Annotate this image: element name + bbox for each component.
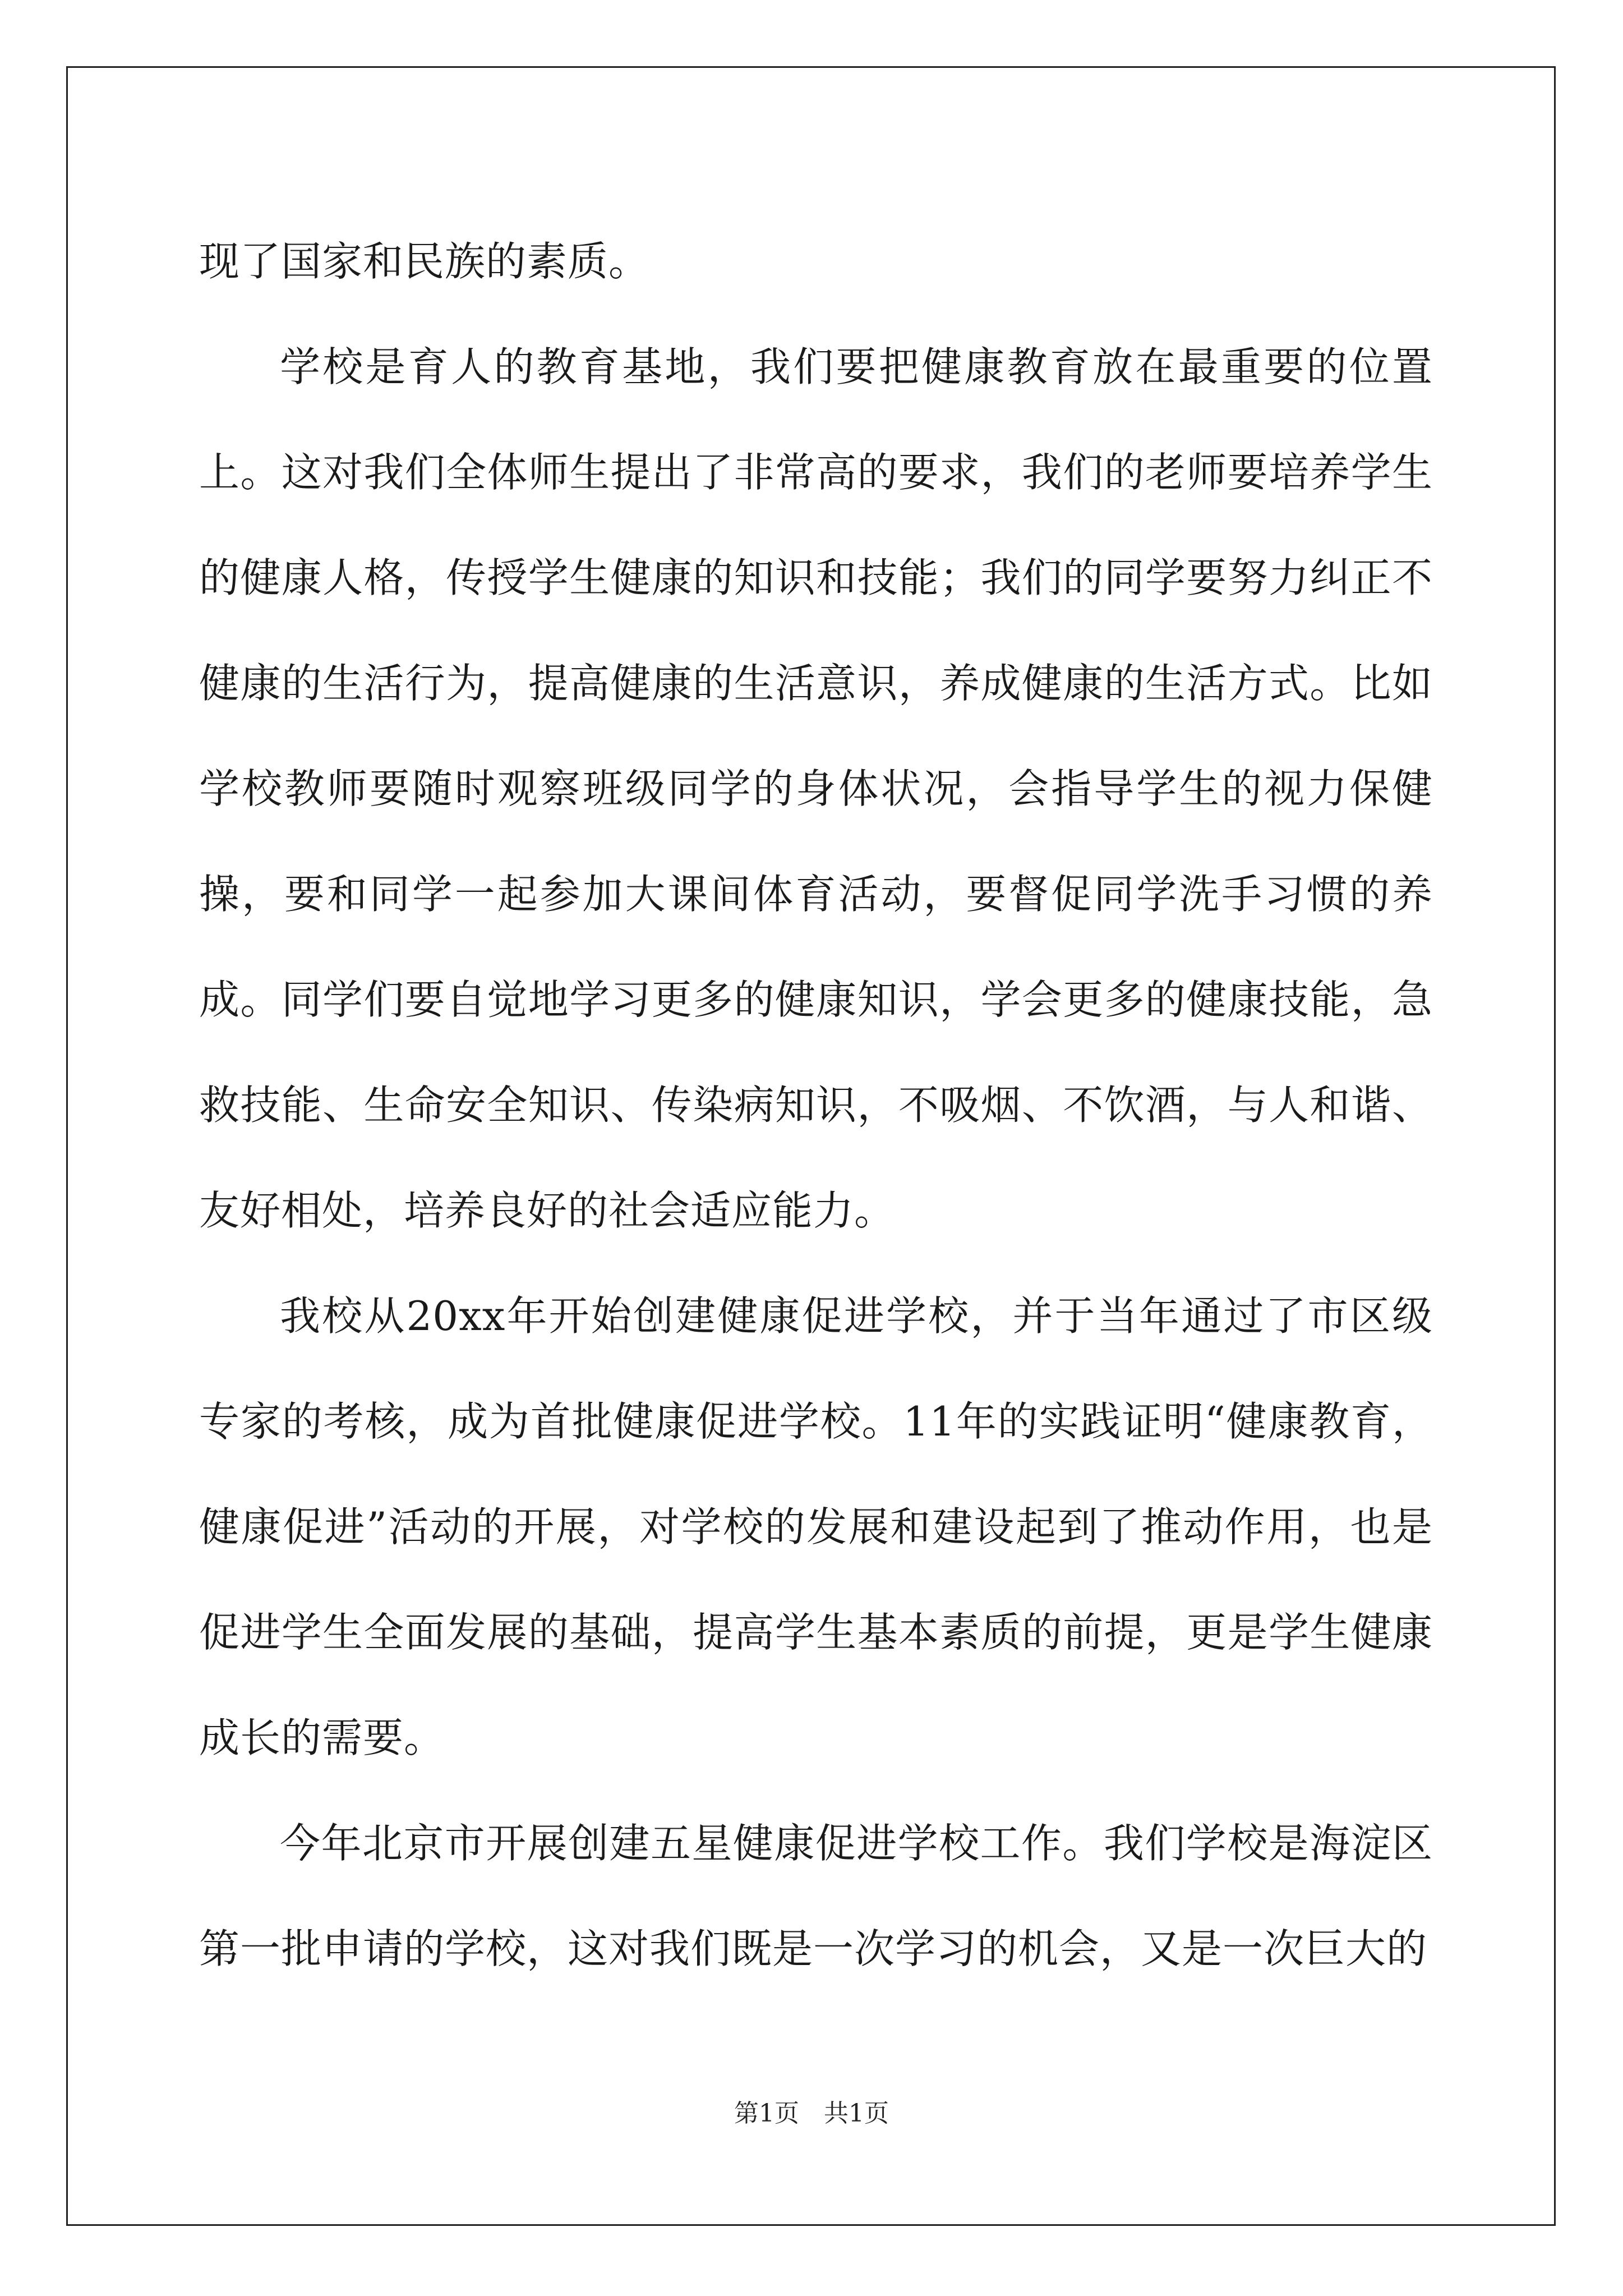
paragraph-4: 今年北京市开展创建五星健康促进学校工作。我们学校是海淀区第一批申请的学校，这对我们既是一次学习的机会，又是一次巨大的 <box>199 1820 1433 1972</box>
paragraph-1: 现了国家和民族的素质。 <box>199 238 650 285</box>
document-body <box>199 209 1433 2001</box>
paragraph-3: 我校从20xx年开始创建健康促进学校，并于当年通过了市区级专家的考核，成为首批健康促进学校。11年的实践证明“健康教育，健康促进”活动的开展，对学校的发展和建设起到了推动作用，也是促进学生全面发展的基础，提高学生基本素质的前提，更是学生健康成长的需要。 <box>199 1292 1433 1761</box>
page-number: 第1页 共1页 <box>734 2099 889 2128</box>
paragraph-2: 学校是育人的教育基地，我们要把健康教育放在最重要的位置上。这对我们全体师生提出了非常高的要求，我们的老师要培养学生的健康人格，传授学生健康的知识和技能；我们的同学要努力纠正不健康的生活行为，提高健康的生活意识，养成健康的生活方式。比如学校教师要随时观察班级同学的身体状况，会指导学生的视力保健操，要和同学一起参加大课间体育活动，要督促同学洗手习惯的养成。同学们要自觉地学习更多的健康知识，学会更多的健康技能，急救技能、生命安全知识、传染病知识，不吸烟、不饮酒，与人和谐、友好相处，培养良好的社会适应能力。 <box>199 343 1433 1234</box>
